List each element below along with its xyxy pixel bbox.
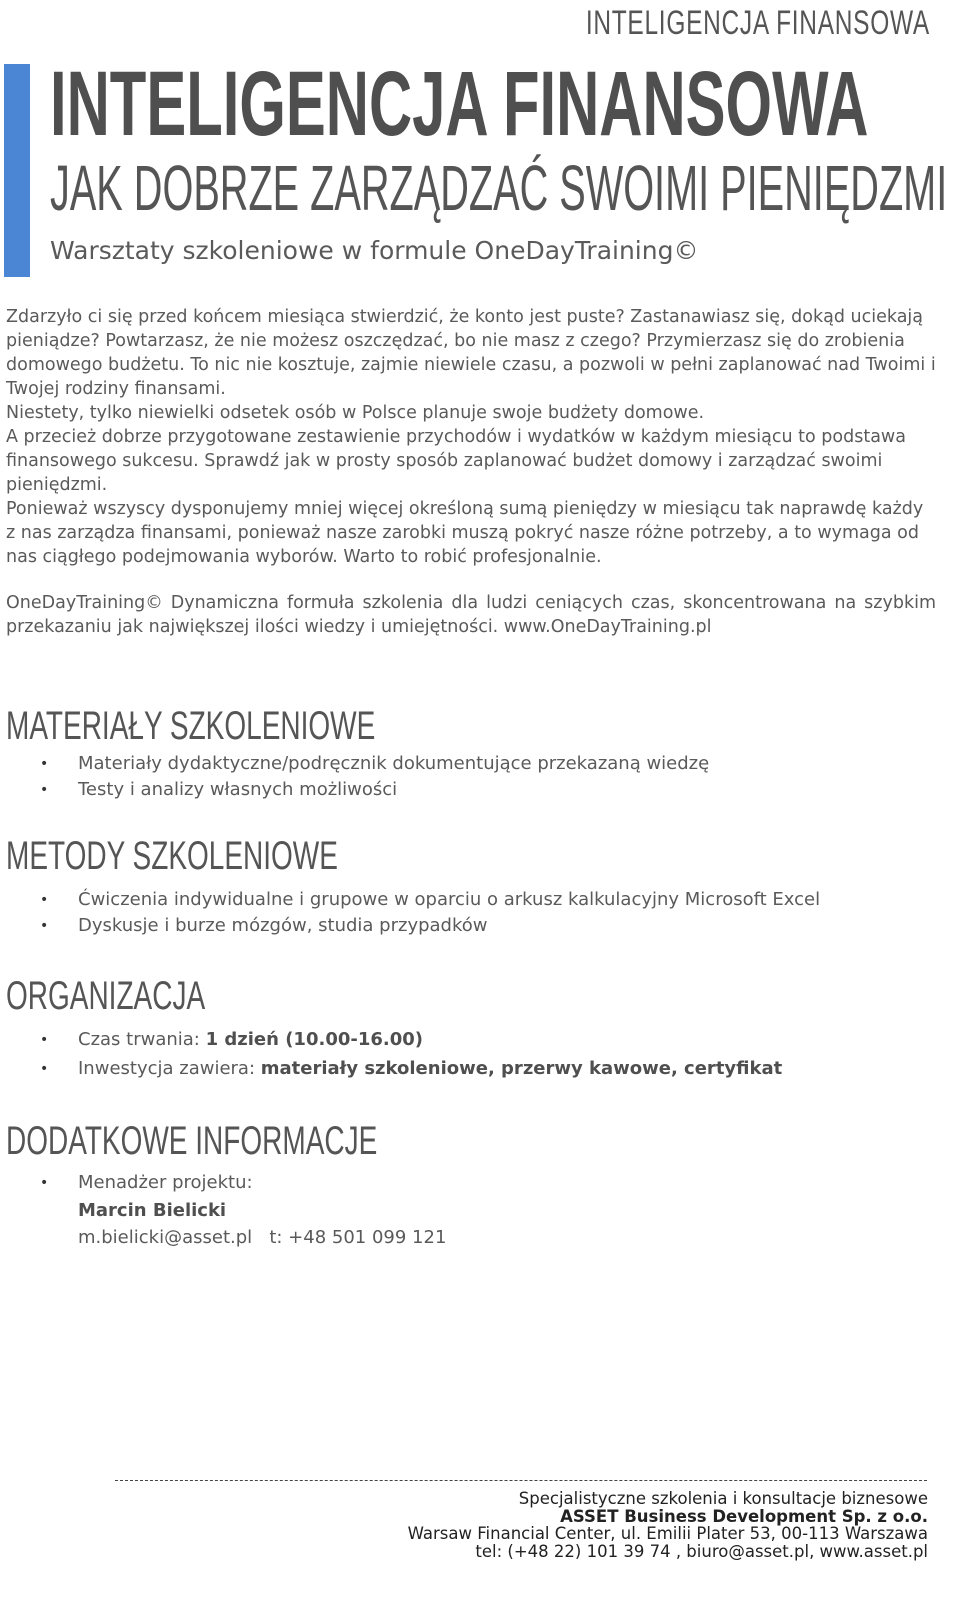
footer bbox=[408, 1490, 928, 1560]
list-item: • Materiały dydaktyczne/podręcznik dokumentujące przekazaną wiedzę bbox=[40, 751, 709, 777]
accent-bar bbox=[4, 64, 30, 277]
list-item: • Testy i analizy własnych możliwości bbox=[40, 777, 709, 803]
additional-list bbox=[40, 1170, 253, 1196]
footer-address: Warsaw Financial Center, ul. Emilii Plater 53, 00-113 Warszawa bbox=[407, 1524, 928, 1543]
manager-name: Marcin Bielicki bbox=[78, 1200, 227, 1221]
sub-title: JAK DOBRZE ZARZĄDZAĆ SWOIMI PIENIĘDZMI bbox=[50, 152, 948, 224]
investment-label: Inwestycja zawiera: bbox=[78, 1058, 261, 1079]
list-item bbox=[40, 1056, 782, 1082]
duration-value: 1 dzień (10.00-16.00) bbox=[205, 1029, 423, 1050]
materials-list bbox=[40, 751, 709, 803]
list-item bbox=[40, 1027, 782, 1053]
intro-paragraph: Zdarzyło ci się przed końcem miesiąca stwierdzić, że konto jest puste? Zastanawiasz się, dokąd uciekają pieniądze? Powtarzasz, że nie możesz oszczędzać, bo nie masz z czego? Przymierzasz się do zrobienia domowego budżetu. To nic nie kosztuje, zajmie niewiele czasu, a pozwoli w pełni zaplanować nad Twoimi i Twojej rodziny finansami. bbox=[6, 307, 936, 399]
intro-paragraph: Ponieważ wszyscy dysponujemy mniej więcej określoną sumą pieniędzy w miesiącu tak naprawdę każdy z nas zarządza finansami, ponieważ nasze zarobki muszą pokryć nasze różne potrzeby, a to wymaga od nas ciągłego podejmowania wyborów. Warto to robić profesjonalnie. bbox=[6, 499, 924, 567]
header-top-title: INTELIGENCJA FINANSOWA bbox=[585, 4, 930, 42]
footer-tagline: Specjalistyczne szkolenia i konsultacje biznesowe bbox=[518, 1489, 928, 1508]
footer-company: ASSET Business Development Sp. z o.o. bbox=[560, 1506, 928, 1526]
intro-text bbox=[6, 305, 936, 639]
materials-heading: MATERIAŁY SZKOLENIOWE bbox=[6, 704, 376, 748]
investment-value: materiały szkoleniowe, przerwy kawowe, certyfikat bbox=[260, 1058, 783, 1079]
workshop-line: Warsztaty szkoleniowe w formule OneDayTraining© bbox=[50, 236, 699, 265]
footer-divider bbox=[115, 1480, 927, 1481]
manager-phone: t: +48 501 099 121 bbox=[269, 1227, 447, 1248]
manager-email: m.bielicki@asset.pl bbox=[78, 1227, 253, 1248]
methods-list bbox=[40, 887, 820, 939]
list-item: • Ćwiczenia indywidualne i grupowe w oparciu o arkusz kalkulacyjny Microsoft Excel bbox=[40, 887, 820, 913]
organization-list bbox=[40, 1027, 782, 1082]
intro-paragraph: A przecież dobrze przygotowane zestawienie przychodów i wydatków w każdym miesiącu to podstawa finansowego sukcesu. Sprawdź jak w prosty sposób zaplanować budżet domowy i zarządzać swoimi pieniędzmi. bbox=[6, 427, 906, 495]
methods-heading: METODY SZKOLENIOWE bbox=[6, 834, 338, 878]
manager-contact bbox=[78, 1197, 446, 1251]
onedaytraining-paragraph: OneDayTraining© Dynamiczna formuła szkolenia dla ludzi ceniących czas, skoncentrowana na szybkim przekazaniu jak największej ilości wiedzy i umiejętności. www.OneDayTraining.pl bbox=[6, 593, 936, 637]
additional-heading: DODATKOWE INFORMACJE bbox=[6, 1119, 378, 1163]
organization-heading: ORGANIZACJA bbox=[6, 974, 206, 1018]
list-item: • Dyskusje i burze mózgów, studia przypadków bbox=[40, 913, 820, 939]
duration-label: Czas trwania: bbox=[78, 1029, 206, 1050]
intro-paragraph: Niestety, tylko niewielki odsetek osób w Polsce planuje swoje budżety domowe. bbox=[6, 403, 705, 423]
footer-contact: tel: (+48 22) 101 39 74 , biuro@asset.pl, www.asset.pl bbox=[475, 1541, 928, 1561]
main-title: INTELIGENCJA FINANSOWA bbox=[50, 53, 869, 155]
list-item: • Menadżer projektu: bbox=[40, 1170, 253, 1196]
